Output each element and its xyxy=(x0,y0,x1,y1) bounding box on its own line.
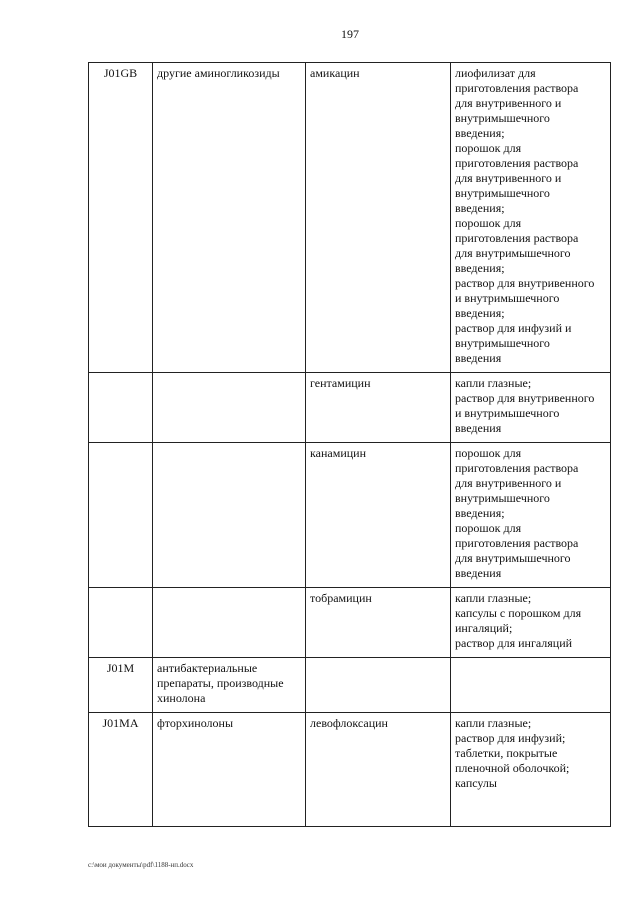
dosage-form-line: введения xyxy=(455,421,502,435)
dosage-form-line: капли глазные; xyxy=(455,376,532,390)
dosage-forms-cell xyxy=(451,658,611,713)
dosage-form-line: приготовления раствора xyxy=(455,461,579,475)
dosage-form-line: таблетки, покрытые xyxy=(455,746,558,760)
group-name-cell xyxy=(153,373,306,443)
atc-code-cell: J01GB xyxy=(89,63,153,373)
dosage-form-line: и внутримышечного xyxy=(455,406,560,420)
group-name-cell xyxy=(153,443,306,588)
dosage-form-line: для внутривенного и xyxy=(455,171,562,185)
dosage-form-line: введения xyxy=(455,351,502,365)
dosage-form-line: раствор для внутривенного xyxy=(455,276,595,290)
atc-code-cell xyxy=(89,588,153,658)
dosage-form-line: приготовления раствора xyxy=(455,156,579,170)
dosage-form-line: лиофилизат для xyxy=(455,66,536,80)
atc-code-cell xyxy=(89,373,153,443)
drug-name-cell xyxy=(306,658,451,713)
dosage-form-line: введения; xyxy=(455,506,505,520)
dosage-form-line: приготовления раствора xyxy=(455,536,579,550)
dosage-form-line: для внутримышечного xyxy=(455,246,571,260)
dosage-form-line: порошок для xyxy=(455,141,522,155)
dosage-form-line: капсулы xyxy=(455,776,497,790)
atc-code-cell: J01M xyxy=(89,658,153,713)
dosage-form-line: введения xyxy=(455,566,502,580)
group-name-line: хинолона xyxy=(157,691,206,705)
group-name-cell: другие аминогликозиды xyxy=(153,63,306,373)
dosage-form-line: порошок для xyxy=(455,446,522,460)
table-row-kanamycin xyxy=(89,443,611,588)
group-name-cell xyxy=(153,658,306,713)
dosage-form-line: внутримышечного xyxy=(455,491,550,505)
dosage-form-line: для внутривенного и xyxy=(455,476,562,490)
document-file-path: c:\мои документы\pdf\1188-нп.docx xyxy=(88,861,194,869)
page-number: 197 xyxy=(341,27,359,41)
dosage-form-line: введения; xyxy=(455,306,505,320)
group-name-line: антибактериальные xyxy=(157,661,258,675)
dosage-form-line: капли глазные; xyxy=(455,716,532,730)
dosage-form-line: ингаляций; xyxy=(455,621,513,635)
drug-name-cell: левофлоксацин xyxy=(306,713,451,827)
dosage-form-line: приготовления раствора xyxy=(455,231,579,245)
dosage-form-line: раствор для инфузий; xyxy=(455,731,566,745)
atc-code-cell xyxy=(89,443,153,588)
atc-code-cell: J01MA xyxy=(89,713,153,827)
drug-name-cell: канамицин xyxy=(306,443,451,588)
drug-name-cell: гентамицин xyxy=(306,373,451,443)
group-name-line: препараты, производные xyxy=(157,676,284,690)
group-name-cell xyxy=(153,588,306,658)
dosage-form-line: для внутривенного и xyxy=(455,96,562,110)
table-row-quinolones-group xyxy=(89,658,611,713)
dosage-form-line: пленочной оболочкой; xyxy=(455,761,570,775)
table-row-tobramycin xyxy=(89,588,611,658)
dosage-form-line: введения; xyxy=(455,201,505,215)
group-name-cell: фторхинолоны xyxy=(153,713,306,827)
dosage-form-line: введения; xyxy=(455,126,505,140)
dosage-form-line: капли глазные; xyxy=(455,591,532,605)
dosage-forms-cell xyxy=(451,443,611,588)
dosage-form-line: раствор для ингаляций xyxy=(455,636,573,650)
table-row-levofloxacin xyxy=(89,713,611,827)
dosage-form-line: раствор для инфузий и xyxy=(455,321,572,335)
dosage-form-line: порошок для xyxy=(455,216,522,230)
dosage-form-line: раствор для внутривенного xyxy=(455,391,595,405)
dosage-form-line: и внутримышечного xyxy=(455,291,560,305)
dosage-forms-cell xyxy=(451,63,611,373)
dosage-form-line: внутримышечного xyxy=(455,111,550,125)
dosage-form-line: капсулы с порошком для xyxy=(455,606,582,620)
dosage-forms-cell xyxy=(451,588,611,658)
dosage-form-line: внутримышечного xyxy=(455,186,550,200)
dosage-form-line: приготовления раствора xyxy=(455,81,579,95)
dosage-form-line: порошок для xyxy=(455,521,522,535)
drug-name-cell: амикацин xyxy=(306,63,451,373)
dosage-form-line: внутримышечного xyxy=(455,336,550,350)
table-row-amikacin xyxy=(89,63,611,373)
dosage-forms-cell xyxy=(451,713,611,827)
drug-name-cell: тобрамицин xyxy=(306,588,451,658)
dosage-form-line: введения; xyxy=(455,261,505,275)
table-row-gentamicin xyxy=(89,373,611,443)
dosage-form-line: для внутримышечного xyxy=(455,551,571,565)
atc-drug-table xyxy=(88,62,611,827)
dosage-forms-cell xyxy=(451,373,611,443)
